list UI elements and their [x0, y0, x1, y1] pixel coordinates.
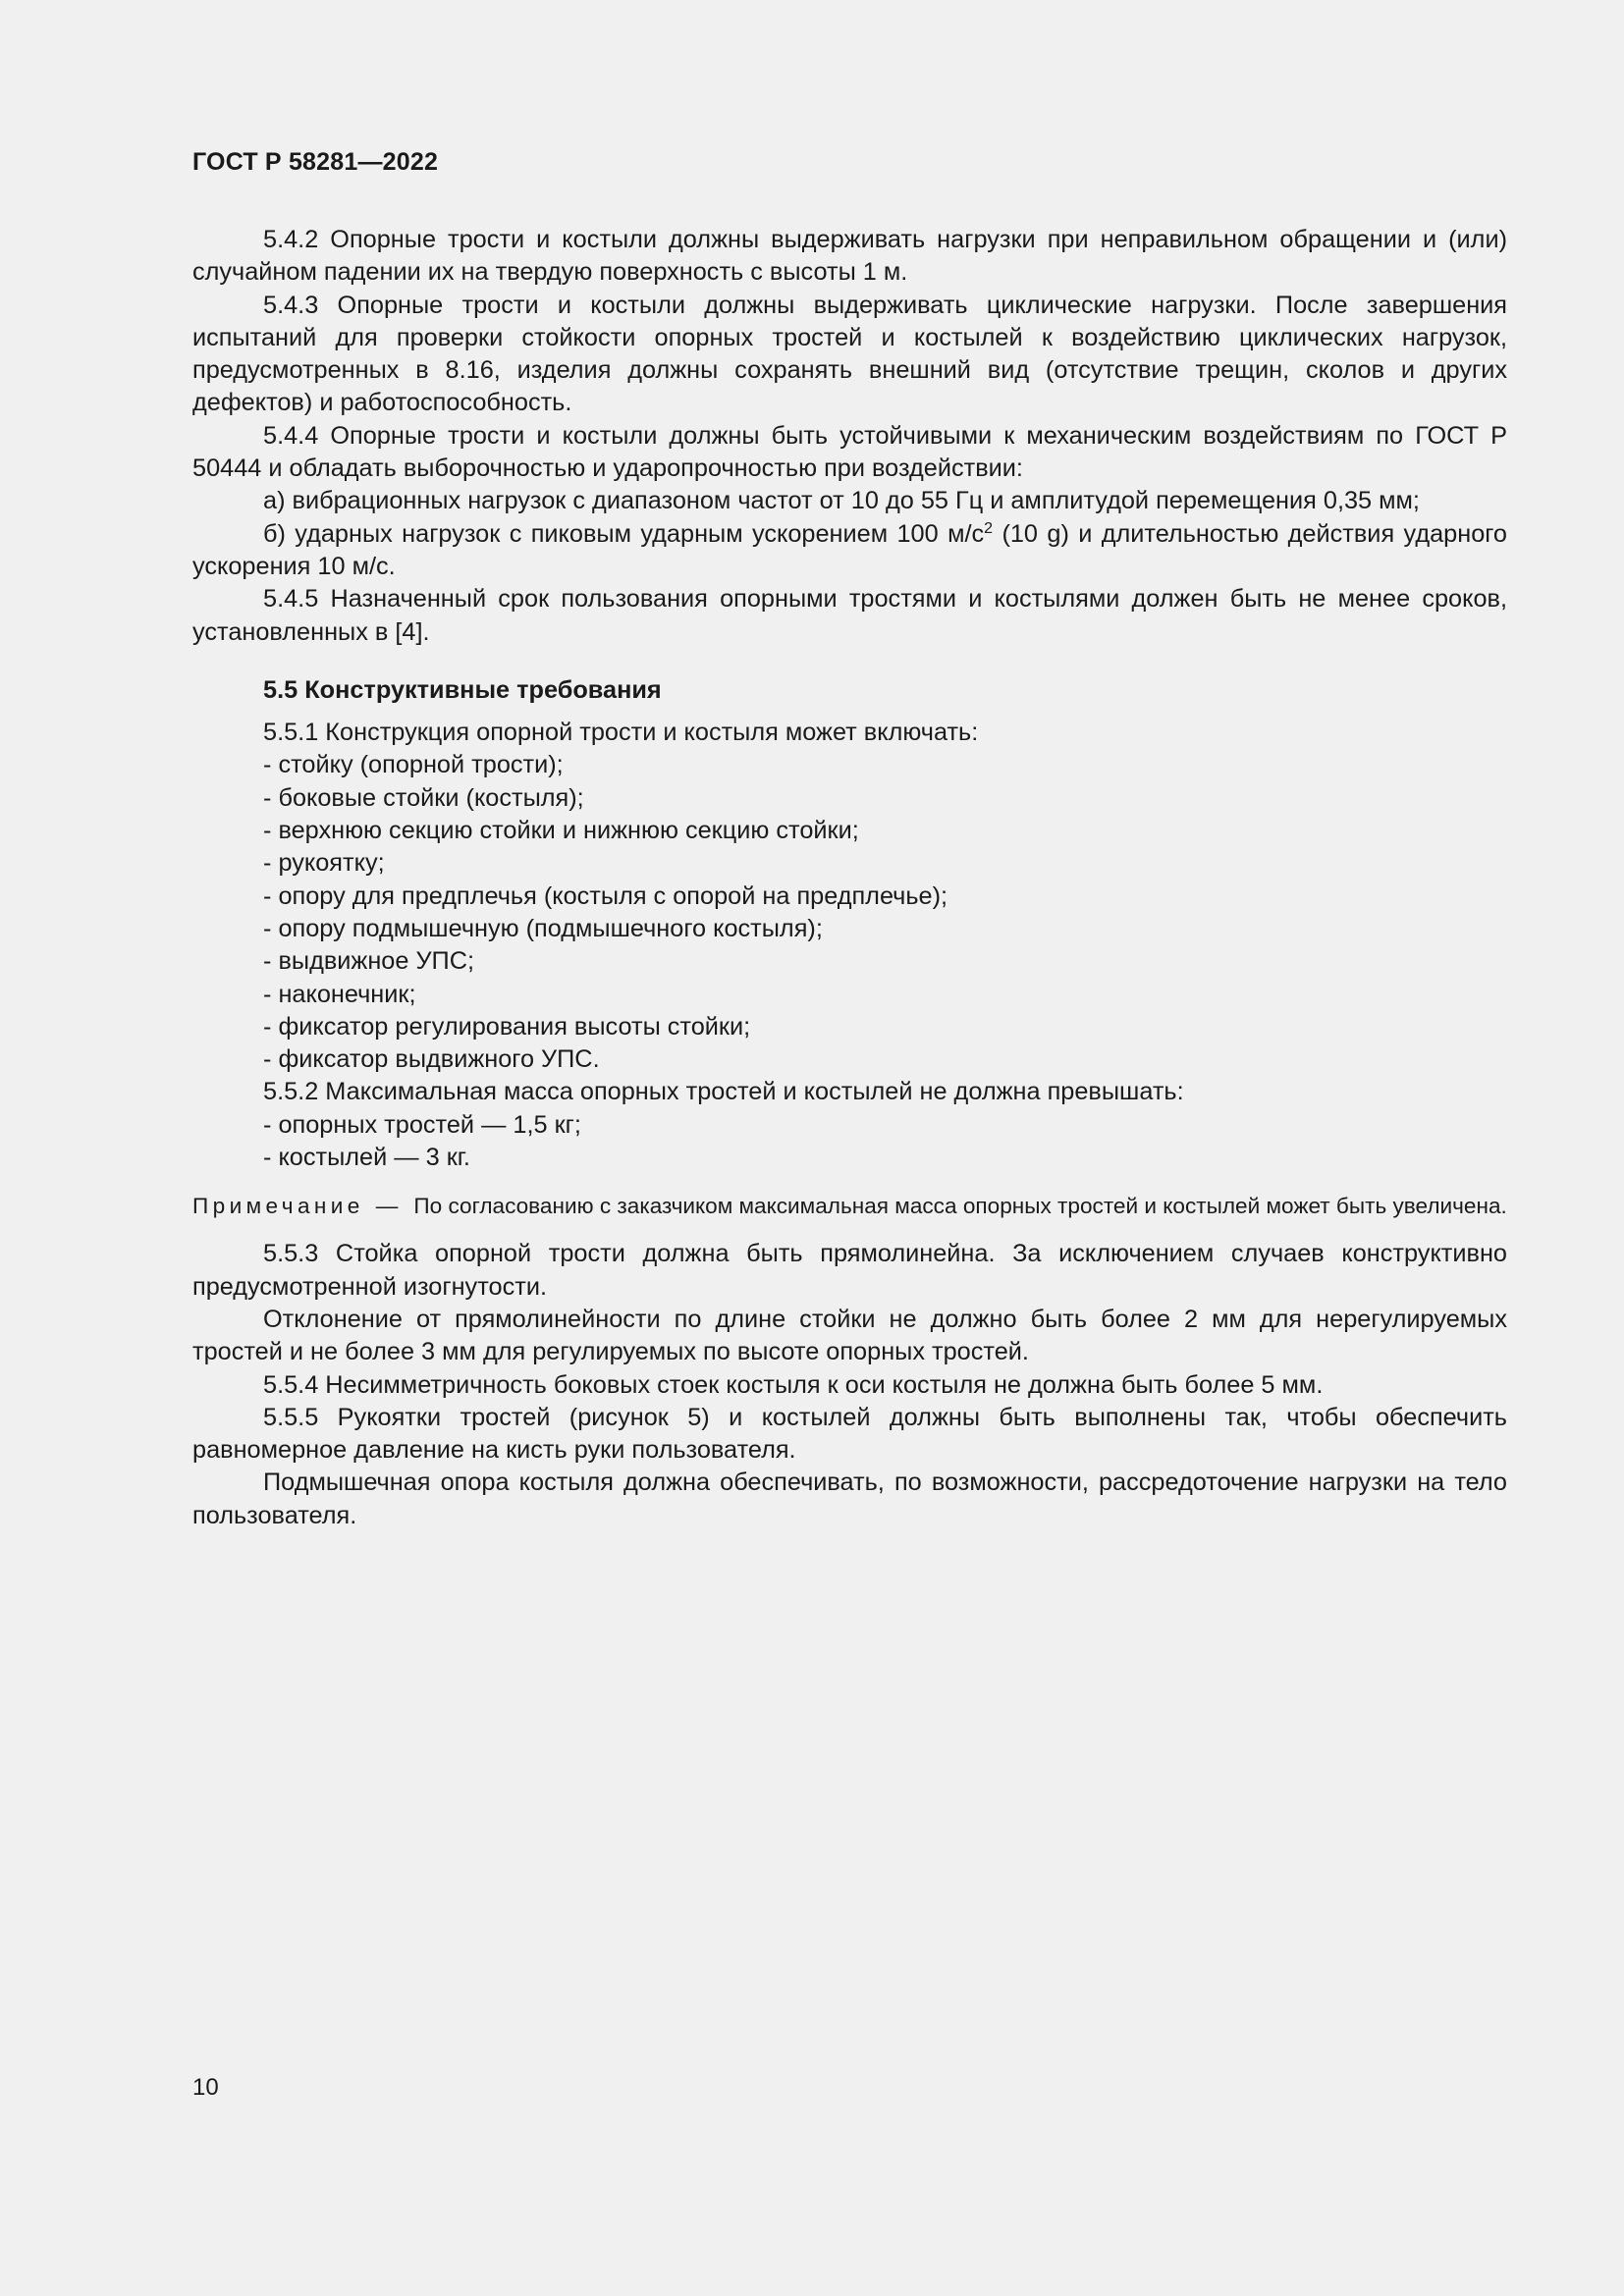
paragraph-5-4-4-b	[192, 518, 1507, 584]
list-item: - фиксатор регулирования высоты стойки;	[263, 1012, 751, 1041]
list-item: - наконечник;	[263, 980, 416, 1008]
paragraph-5-4-4-a: а) вибрационных нагрузок с диапазоном частот от 10 до 55 Гц и амплитудой перемещения 0,35 мм;	[263, 487, 1420, 515]
paragraph-5-5-3: 5.5.3 Стойка опорной трости должна быть прямолинейна. За исключением случаев конструктивно предусмотренной изогнутости.	[192, 1240, 1507, 1301]
list-5-5-2	[192, 1109, 1507, 1175]
list-item: - костылей — 3 кг.	[263, 1144, 470, 1172]
section-heading-5-5: 5.5 Конструктивные требования	[263, 675, 662, 704]
paragraph-5-5-2: 5.5.2 Максимальная масса опорных тростей и костылей не должна превышать:	[263, 1078, 1184, 1106]
note	[192, 1191, 1507, 1222]
note-dash: —	[375, 1194, 399, 1219]
list-item: - выдвижное УПС;	[263, 947, 475, 976]
paragraph-5-4-5: 5.4.5 Назначенный срок пользования опорными тростями и костылями должен быть не менее сроков, установленных в [4].	[192, 585, 1507, 646]
list-item: - рукоятку;	[263, 849, 385, 878]
superscript-exponent: 2	[984, 519, 994, 537]
page-number: 10	[192, 2074, 219, 2101]
list-item: - опору для предплечья (костыля с опорой на предплечье);	[263, 881, 948, 910]
paragraph-5-4-4: 5.4.4 Опорные трости и костыли должны быть устойчивыми к механическим воздействиям по ГОСТ Р 50444 и обладать выборочностью и ударопрочностью при воздействии:	[192, 421, 1507, 483]
list-item: - стойку (опорной трости);	[263, 751, 564, 779]
paragraph-5-5-5-continued: Подмышечная опора костыля должна обеспечивать, по возможности, рассредоточение нагрузки на тело пользователя.	[192, 1468, 1507, 1529]
paragraph-5-4-3: 5.4.3 Опорные трости и костыли должны выдерживать циклические нагрузки. После завершения испытаний для проверки стойкости опорных тростей и костылей к воздействию циклических нагрузок, предусмотренных в 8.16, изделия должны сохранять внешний вид (отсутствие трещин, сколов и других дефектов) и работоспособность.	[192, 291, 1507, 417]
list-item: - опорных тростей — 1,5 кг;	[263, 1110, 581, 1139]
list-5-5-1	[192, 749, 1507, 1076]
paragraph-5-4-4-b-text-end: (10 g) и длительностью действия ударного ускорения 10 м/с.	[192, 519, 1507, 580]
paragraph-5-5-5: 5.5.5 Рукоятки тростей (рисунок 5) и костылей должны быть выполнены так, чтобы обеспечить равномерное давление на кисть руки пользователя.	[192, 1403, 1507, 1465]
list-item: - фиксатор выдвижного УПС.	[263, 1045, 600, 1074]
note-text: По согласованию с заказчиком максимальная масса опорных тростей и костылей может быть увеличена.	[413, 1194, 1507, 1219]
paragraph-5-4-2: 5.4.2 Опорные трости и костыли должны выдерживать нагрузки при неправильном обращении и (или) случайном падении их на твердую поверхность с высоты 1 м.	[192, 226, 1507, 287]
paragraph-5-4-4-b-text-start: б) ударных нагрузок с пиковым ударным ускорением 100 м/с	[263, 519, 985, 548]
document-header: ГОСТ Р 58281—2022	[192, 148, 439, 176]
list-item: - верхнюю секцию стойки и нижнюю секцию стойки;	[263, 817, 859, 845]
paragraph-5-5-4: 5.5.4 Несимметричность боковых стоек костыля к оси костыля не должна быть более 5 мм.	[263, 1370, 1324, 1399]
list-item: - боковые стойки (костыля);	[263, 783, 584, 812]
document-body	[192, 224, 1507, 1532]
paragraph-5-5-3-continued: Отклонение от прямолинейности по длине стойки не должно быть более 2 мм для нерегулируемых тростей и не более 3 мм для регулируемых по высоте опорных тростей.	[192, 1305, 1507, 1366]
list-item: - опору подмышечную (подмышечного костыля);	[263, 914, 823, 942]
paragraph-5-5-1: 5.5.1 Конструкция опорной трости и костыля может включать:	[263, 719, 979, 747]
note-label: Примечание	[192, 1194, 364, 1219]
